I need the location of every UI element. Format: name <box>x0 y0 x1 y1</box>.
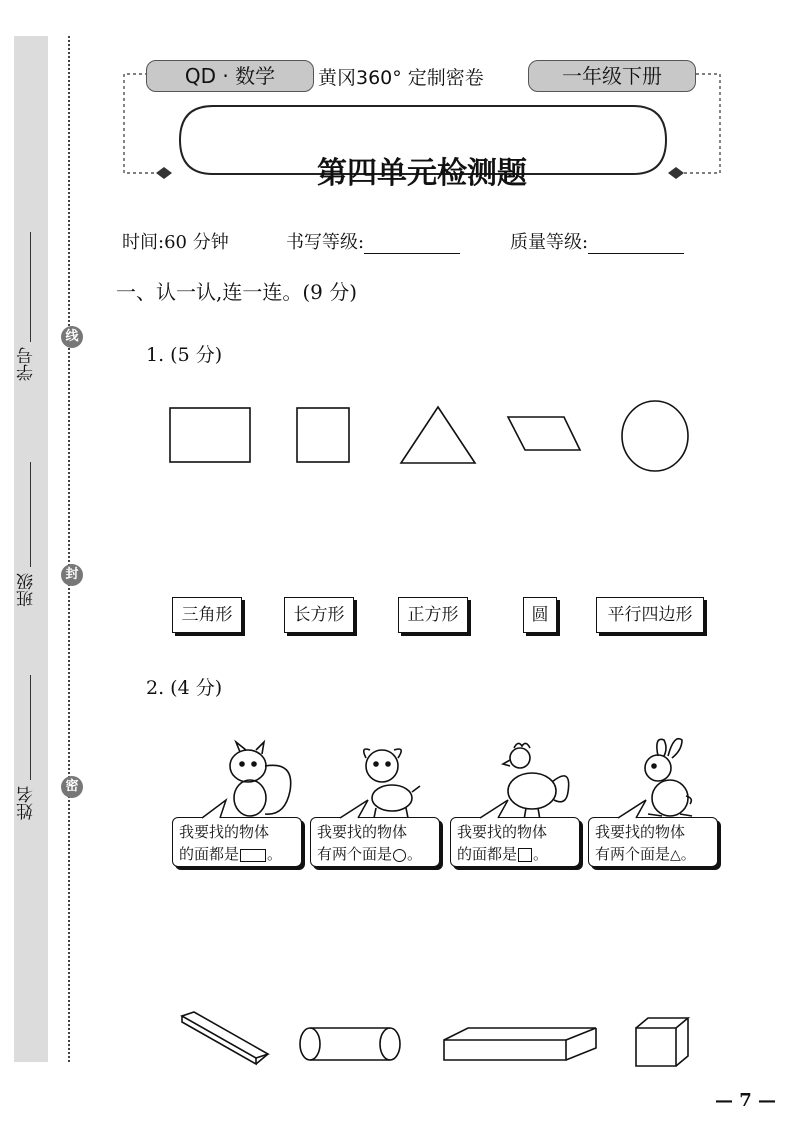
bubble-line2: 有两个面是 <box>595 845 671 863</box>
triangular-prism-icon <box>182 1012 268 1064</box>
cube-icon <box>636 1018 688 1066</box>
bubble-line1: 我要找的物体 <box>317 823 408 841</box>
circle-icon <box>393 849 406 862</box>
seal-secret: 密 <box>61 776 83 798</box>
square-icon <box>518 848 532 862</box>
quality-grade-blank[interactable] <box>588 235 684 254</box>
circle-icon <box>622 401 688 471</box>
bubble-line1: 我要找的物体 <box>179 823 270 841</box>
bubble-end: 。 <box>407 845 423 863</box>
subject-pill: QD · 数学 <box>146 60 314 92</box>
student-id-line <box>30 232 31 342</box>
q1-shapes <box>160 395 700 475</box>
seal-line: 线 <box>61 326 83 348</box>
bubble-line1: 我要找的物体 <box>595 823 686 841</box>
question-2-label: 2. (4 分) <box>146 677 223 699</box>
bubble-line1: 我要找的物体 <box>457 823 548 841</box>
bubble-line2: 的面都是 <box>179 845 240 863</box>
name-box-rectangle[interactable]: 长方形 <box>284 597 354 633</box>
writing-grade-label: 书写等级: <box>286 232 365 253</box>
student-id-label: 学号 <box>17 347 37 381</box>
class-label: 班级 <box>17 573 37 607</box>
name-label: 姓名 <box>17 786 37 820</box>
bubble-squirrel <box>172 817 302 867</box>
grade-pill: 一年级下册 <box>528 60 696 92</box>
square-icon <box>297 408 349 462</box>
binding-strip <box>14 36 48 1062</box>
question-1-label: 1. (5 分) <box>146 344 223 366</box>
page-title: 第四单元检测题 <box>317 156 527 191</box>
triangle-icon <box>401 407 475 463</box>
bubble-line2: 有两个面是 <box>317 845 393 863</box>
bubble-rooster <box>450 817 580 867</box>
seal-seal: 封 <box>61 564 83 586</box>
bubble-rabbit <box>588 817 718 867</box>
cuboid-icon <box>444 1028 596 1060</box>
class-line <box>30 462 31 567</box>
section-heading: 一、认一认,连一连。(9 分) <box>116 280 358 304</box>
rectangle-icon <box>240 849 266 862</box>
page-number: — 7 — <box>714 1090 776 1111</box>
name-line <box>30 675 31 780</box>
quality-grade <box>510 228 684 254</box>
q2-solids <box>176 1006 696 1072</box>
name-box-square[interactable]: 正方形 <box>398 597 468 633</box>
bubble-end: 。 <box>680 845 696 863</box>
bubble-tails <box>170 796 730 820</box>
parallelogram-icon <box>508 417 580 450</box>
name-box-triangle[interactable]: 三角形 <box>172 597 242 633</box>
writing-grade-blank[interactable] <box>364 235 460 254</box>
bubble-end: 。 <box>267 845 283 863</box>
rectangle-icon <box>170 408 250 462</box>
bubble-end: 。 <box>533 845 549 863</box>
cylinder-icon <box>300 1028 400 1060</box>
cut-line <box>68 36 70 1062</box>
bubble-line2: 的面都是 <box>457 845 518 863</box>
writing-grade <box>286 228 460 254</box>
name-box-parallelogram[interactable]: 平行四边形 <box>596 597 704 633</box>
triangle-icon: △ <box>670 847 681 863</box>
bubble-dog <box>310 817 440 867</box>
brand-text: 黄冈360° 定制密卷 <box>318 67 484 89</box>
time-label: 时间:60 分钟 <box>122 232 229 253</box>
quality-grade-label: 质量等级: <box>510 232 589 253</box>
name-box-circle[interactable]: 圆 <box>523 597 557 633</box>
